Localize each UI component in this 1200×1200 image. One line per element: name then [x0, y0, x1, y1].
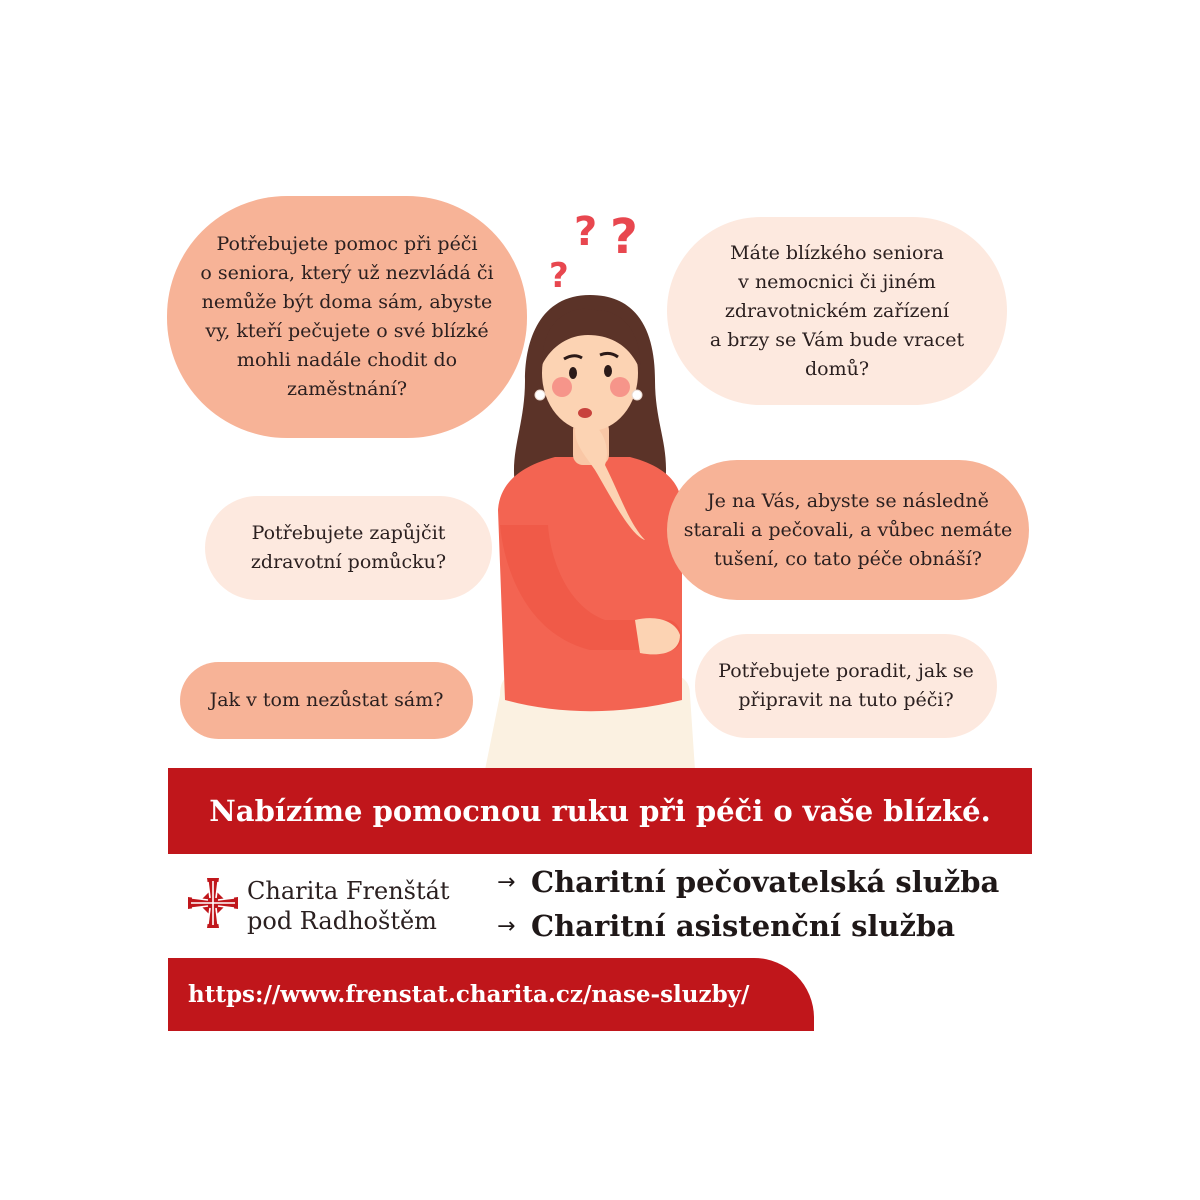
bubble-text: Potřebujete zapůjčit zdravotní pomůcku?: [250, 522, 447, 573]
bubble-text: Jak v tom nezůstat sám?: [209, 689, 444, 711]
question-bubble-advice: [695, 634, 997, 738]
service-label: Charitní pečovatelská služba: [531, 865, 1000, 899]
service-label: Charitní asistenční služba: [531, 909, 956, 943]
bubble-text: Je na Vás, abyste se následně starali a pečovali, a vůbec nemáte tušení, co tato péče obnáší?: [683, 489, 1013, 570]
question-bubble-hospital-return: [667, 217, 1007, 405]
headline-text: Nabízíme pomocnou ruku při péči o vaše blízké.: [209, 794, 991, 828]
question-bubble-not-alone: [180, 662, 473, 739]
url-bar[interactable]: [168, 958, 814, 1031]
svg-text:?: ?: [610, 209, 638, 265]
charita-cross-icon: [188, 878, 238, 928]
question-bubble-medical-aid: [205, 496, 492, 600]
question-bubble-care-responsibility: [667, 460, 1029, 600]
website-link[interactable]: https://www.frenstat.charita.cz/nase-sluzby/: [188, 981, 750, 1008]
svg-text:?: ?: [574, 209, 598, 255]
arrow-right-icon: →: [497, 869, 516, 895]
service-item-assistance: [497, 904, 999, 948]
bubble-text: Máte blízkého seniora v nemocnici či jiném zdravotnickém zařízení a brzy se Vám bude vracet domů?: [709, 241, 965, 380]
arrow-right-icon: →: [497, 913, 516, 939]
headline-banner: [168, 768, 1032, 854]
organization-name: Charita Frenštát pod Radhoštěm: [247, 877, 450, 935]
service-item-care: [497, 860, 999, 904]
services-list: [497, 860, 999, 948]
question-marks-icon: [549, 209, 638, 296]
bubble-text: Potřebujete poradit, jak se připravit na tuto péči?: [718, 660, 974, 711]
svg-text:?: ?: [549, 256, 569, 296]
bubble-text: Potřebujete pomoc při péči o seniora, který už nezvládá či nemůže být doma sám, abyste vy, kteří pečujete o své blízké mohli nadále chodit do zaměstnání?: [200, 233, 494, 400]
question-bubble-care-help: [167, 196, 527, 438]
